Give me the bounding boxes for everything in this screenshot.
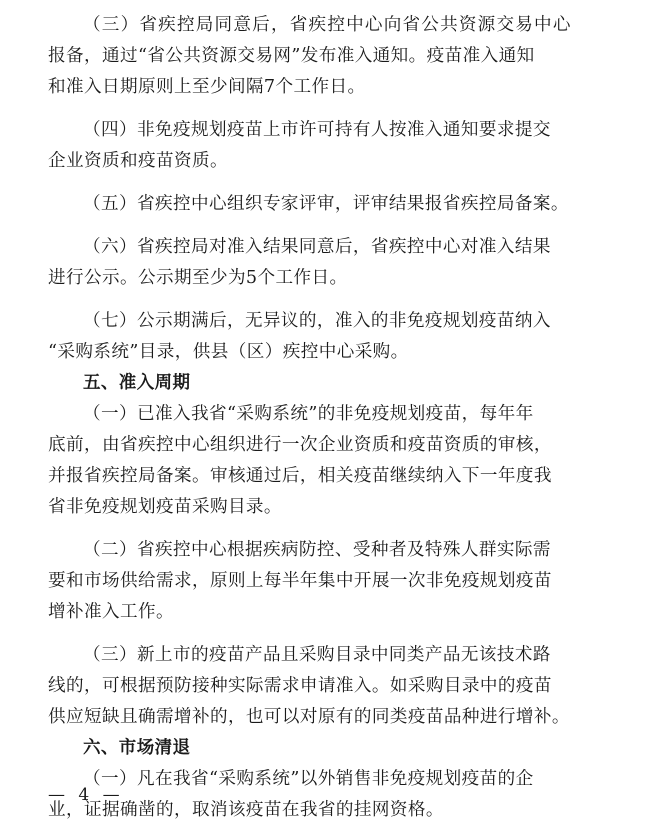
text-line: （四）非免疫规划疫苗上市许可持有人按准入通知要求提交 (83, 120, 551, 140)
text-line: 企业资质和疫苗资质。 (48, 151, 228, 171)
section-heading: 五、准入周期 (83, 373, 191, 393)
text-line: 并报省疾控局备案。审核通过后，相关疫苗继续纳入下一年度我 (48, 466, 552, 486)
text-line: 报备，通过“省公共资源交易网”发布准入通知。疫苗准入通知 (48, 46, 535, 66)
text-line: 线的，可根据预防接种实际需求申请准入。如采购目录中的疫苗 (48, 676, 552, 696)
text-line: 要和市场供给需求，原则上每半年集中开展一次非免疫规划疫苗 (48, 571, 552, 591)
text-line: 省非免疫规划疫苗采购目录。 (48, 497, 282, 517)
text-line: 进行公示。公示期至少为5个工作日。 (48, 268, 348, 288)
text-line: 增补准入工作。 (48, 602, 174, 622)
page-number: — 4 — (48, 785, 124, 805)
section-heading: 六、市场清退 (83, 738, 191, 758)
text-line: （六）省疾控局对准入结果同意后，省疾控中心对准入结果 (83, 237, 551, 257)
text-line: （二）省疾控中心根据疾病防控、受种者及特殊人群实际需 (83, 540, 551, 560)
text-line: 底前，由省疾控中心组织进行一次企业资质和疫苗资质的审核， (48, 435, 552, 455)
text-line: （一）已准入我省“采购系统”的非免疫规划疫苗，每年年 (83, 404, 534, 424)
text-line: 和准入日期原则上至少间隔7个工作日。 (48, 77, 366, 97)
text-line: （三）省疾控局同意后，省疾控中心向省公共资源交易中心 (83, 15, 572, 35)
text-line: （七）公示期满后，无异议的，准入的非免疫规划疫苗纳入 (83, 311, 551, 331)
document-body (48, 10, 603, 826)
text-line: 供应短缺且确需增补的，也可以对原有的同类疫苗品种进行增补。 (48, 707, 570, 727)
text-line: “采购系统”目录，供县（区）疾控中心采购。 (48, 342, 409, 362)
text-line: （一）凡在我省“采购系统”以外销售非免疫规划疫苗的企 (83, 769, 534, 789)
text-line: （五）省疾控中心组织专家评审，评审结果报省疾控局备案。 (83, 194, 569, 214)
text-line: （三）新上市的疫苗产品且采购目录中同类产品无该技术路 (83, 645, 551, 665)
text-line: 业，证据确凿的，取消该疫苗在我省的挂网资格。 (48, 800, 444, 820)
